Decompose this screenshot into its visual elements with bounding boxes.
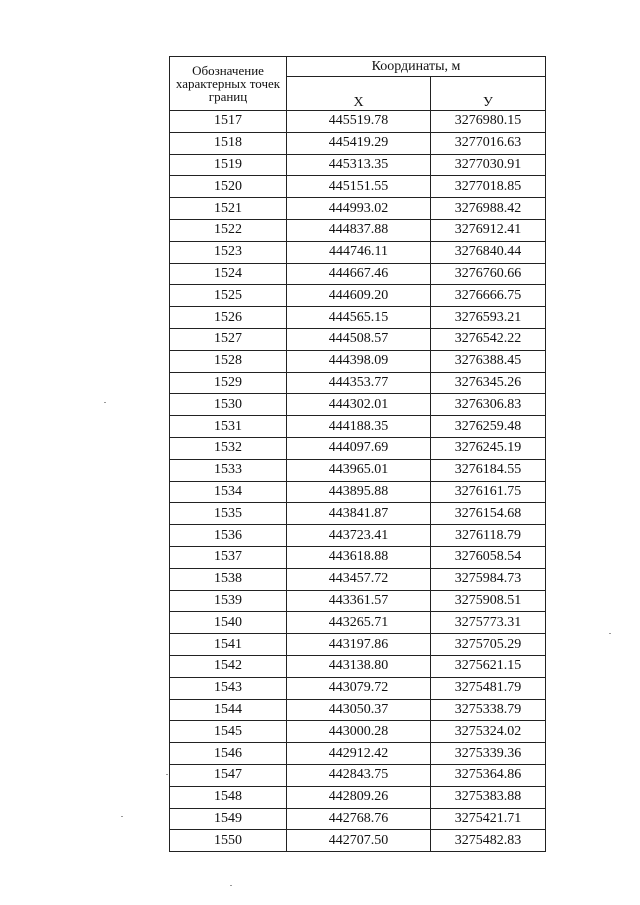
y-coordinate-cell: 3276154.68 [431,503,546,525]
point-id-cell: 1526 [170,307,287,329]
point-id-cell: 1546 [170,743,287,765]
table-row [170,437,546,459]
point-id-cell: 1522 [170,219,287,241]
table-row [170,219,546,241]
x-coordinate-cell: 444609.20 [287,285,431,307]
table-row [170,263,546,285]
coordinates-group-header: Координаты, м [287,57,546,77]
x-coordinate-cell: 443618.88 [287,546,431,568]
y-coordinate-cell: 3275383.88 [431,786,546,808]
x-coordinate-cell: 444188.35 [287,416,431,438]
point-designation-header: Обозначение характерных точек границ [170,57,287,111]
point-id-cell: 1538 [170,568,287,590]
x-coordinate-cell: 444837.88 [287,219,431,241]
y-coordinate-cell: 3276388.45 [431,350,546,372]
table-row [170,416,546,438]
point-id-cell: 1536 [170,525,287,547]
table-row [170,285,546,307]
point-id-cell: 1517 [170,111,287,133]
point-id-cell: 1533 [170,459,287,481]
y-coordinate-cell: 3277016.63 [431,132,546,154]
x-coordinate-cell: 442809.26 [287,786,431,808]
point-id-cell: 1521 [170,198,287,220]
y-coordinate-cell: 3275482.83 [431,830,546,852]
x-coordinate-cell: 444353.77 [287,372,431,394]
table-row [170,111,546,133]
x-coordinate-cell: 443361.57 [287,590,431,612]
table-row [170,198,546,220]
table-row [170,372,546,394]
x-coordinate-cell: 443197.86 [287,634,431,656]
table-row [170,590,546,612]
table-row [170,394,546,416]
point-id-cell: 1550 [170,830,287,852]
table-row [170,525,546,547]
table-row [170,677,546,699]
y-coordinate-cell: 3275773.31 [431,612,546,634]
y-coordinate-cell: 3275908.51 [431,590,546,612]
y-coordinate-cell: 3275705.29 [431,634,546,656]
point-id-cell: 1548 [170,786,287,808]
point-id-cell: 1524 [170,263,287,285]
y-coordinate-cell: 3276345.26 [431,372,546,394]
table-row [170,830,546,852]
x-coordinate-cell: 442843.75 [287,764,431,786]
y-coordinate-cell: 3276840.44 [431,241,546,263]
y-coordinate-cell: 3275984.73 [431,568,546,590]
x-coordinate-cell: 442707.50 [287,830,431,852]
x-coordinate-cell: 443457.72 [287,568,431,590]
x-coordinate-cell: 444508.57 [287,328,431,350]
x-coordinate-cell: 443841.87 [287,503,431,525]
x-coordinate-cell: 444097.69 [287,437,431,459]
y-coordinate-cell: 3276760.66 [431,263,546,285]
point-id-cell: 1535 [170,503,287,525]
x-coordinate-cell: 443138.80 [287,655,431,677]
y-coordinate-cell: 3276245.19 [431,437,546,459]
scan-speck [166,774,168,775]
x-coordinate-cell: 443050.37 [287,699,431,721]
y-coordinate-cell: 3275339.36 [431,743,546,765]
point-id-cell: 1531 [170,416,287,438]
table-row [170,546,546,568]
y-coordinate-cell: 3276666.75 [431,285,546,307]
table-row [170,808,546,830]
point-id-cell: 1537 [170,546,287,568]
point-id-cell: 1525 [170,285,287,307]
point-id-cell: 1523 [170,241,287,263]
x-coordinate-cell: 443965.01 [287,459,431,481]
x-coordinate-cell: 443895.88 [287,481,431,503]
point-id-cell: 1530 [170,394,287,416]
x-coordinate-cell: 445313.35 [287,154,431,176]
table-header [170,57,546,111]
table-row [170,481,546,503]
table-row [170,328,546,350]
y-coordinate-cell: 3275338.79 [431,699,546,721]
point-id-cell: 1520 [170,176,287,198]
y-coordinate-cell: 3276542.22 [431,328,546,350]
table-row [170,241,546,263]
y-column-header: У [431,77,546,111]
y-coordinate-cell: 3275324.02 [431,721,546,743]
y-coordinate-cell: 3275481.79 [431,677,546,699]
y-coordinate-cell: 3275364.86 [431,764,546,786]
table-row [170,350,546,372]
x-coordinate-cell: 442912.42 [287,743,431,765]
table-row [170,786,546,808]
y-coordinate-cell: 3277030.91 [431,154,546,176]
y-coordinate-cell: 3276988.42 [431,198,546,220]
y-coordinate-cell: 3276161.75 [431,481,546,503]
point-id-cell: 1541 [170,634,287,656]
scan-speck [609,633,611,634]
y-coordinate-cell: 3276058.54 [431,546,546,568]
x-coordinate-cell: 445419.29 [287,132,431,154]
table-row [170,568,546,590]
point-id-cell: 1529 [170,372,287,394]
y-coordinate-cell: 3275421.71 [431,808,546,830]
y-coordinate-cell: 3276593.21 [431,307,546,329]
x-coordinate-cell: 442768.76 [287,808,431,830]
table-row [170,699,546,721]
point-id-cell: 1547 [170,764,287,786]
table-row [170,154,546,176]
table-row [170,612,546,634]
point-id-cell: 1549 [170,808,287,830]
x-coordinate-cell: 443000.28 [287,721,431,743]
x-coordinate-cell: 443079.72 [287,677,431,699]
x-coordinate-cell: 444993.02 [287,198,431,220]
point-id-cell: 1542 [170,655,287,677]
scan-speck [104,402,106,403]
table-body [170,111,546,852]
x-coordinate-cell: 445151.55 [287,176,431,198]
x-coordinate-cell: 443723.41 [287,525,431,547]
point-id-cell: 1544 [170,699,287,721]
table-row [170,503,546,525]
table-row [170,176,546,198]
table-row [170,307,546,329]
y-coordinate-cell: 3277018.85 [431,176,546,198]
y-coordinate-cell: 3276980.15 [431,111,546,133]
x-coordinate-cell: 445519.78 [287,111,431,133]
point-id-cell: 1540 [170,612,287,634]
point-id-cell: 1532 [170,437,287,459]
x-coordinate-cell: 444565.15 [287,307,431,329]
x-coordinate-cell: 444302.01 [287,394,431,416]
coordinates-table [169,56,546,852]
x-coordinate-cell: 443265.71 [287,612,431,634]
point-id-cell: 1545 [170,721,287,743]
scan-speck [230,885,232,886]
y-coordinate-cell: 3276306.83 [431,394,546,416]
y-coordinate-cell: 3276912.41 [431,219,546,241]
y-coordinate-cell: 3276184.55 [431,459,546,481]
table-row [170,655,546,677]
point-id-cell: 1543 [170,677,287,699]
x-coordinate-cell: 444398.09 [287,350,431,372]
y-coordinate-cell: 3276118.79 [431,525,546,547]
point-id-cell: 1518 [170,132,287,154]
point-id-cell: 1534 [170,481,287,503]
point-id-cell: 1528 [170,350,287,372]
y-coordinate-cell: 3276259.48 [431,416,546,438]
x-column-header: X [287,77,431,111]
table-row [170,634,546,656]
table-row [170,764,546,786]
table-row [170,721,546,743]
x-coordinate-cell: 444746.11 [287,241,431,263]
point-id-cell: 1519 [170,154,287,176]
y-coordinate-cell: 3275621.15 [431,655,546,677]
point-id-cell: 1539 [170,590,287,612]
table-row [170,743,546,765]
x-coordinate-cell: 444667.46 [287,263,431,285]
table-row [170,132,546,154]
scan-speck [121,816,123,817]
point-id-cell: 1527 [170,328,287,350]
table-row [170,459,546,481]
